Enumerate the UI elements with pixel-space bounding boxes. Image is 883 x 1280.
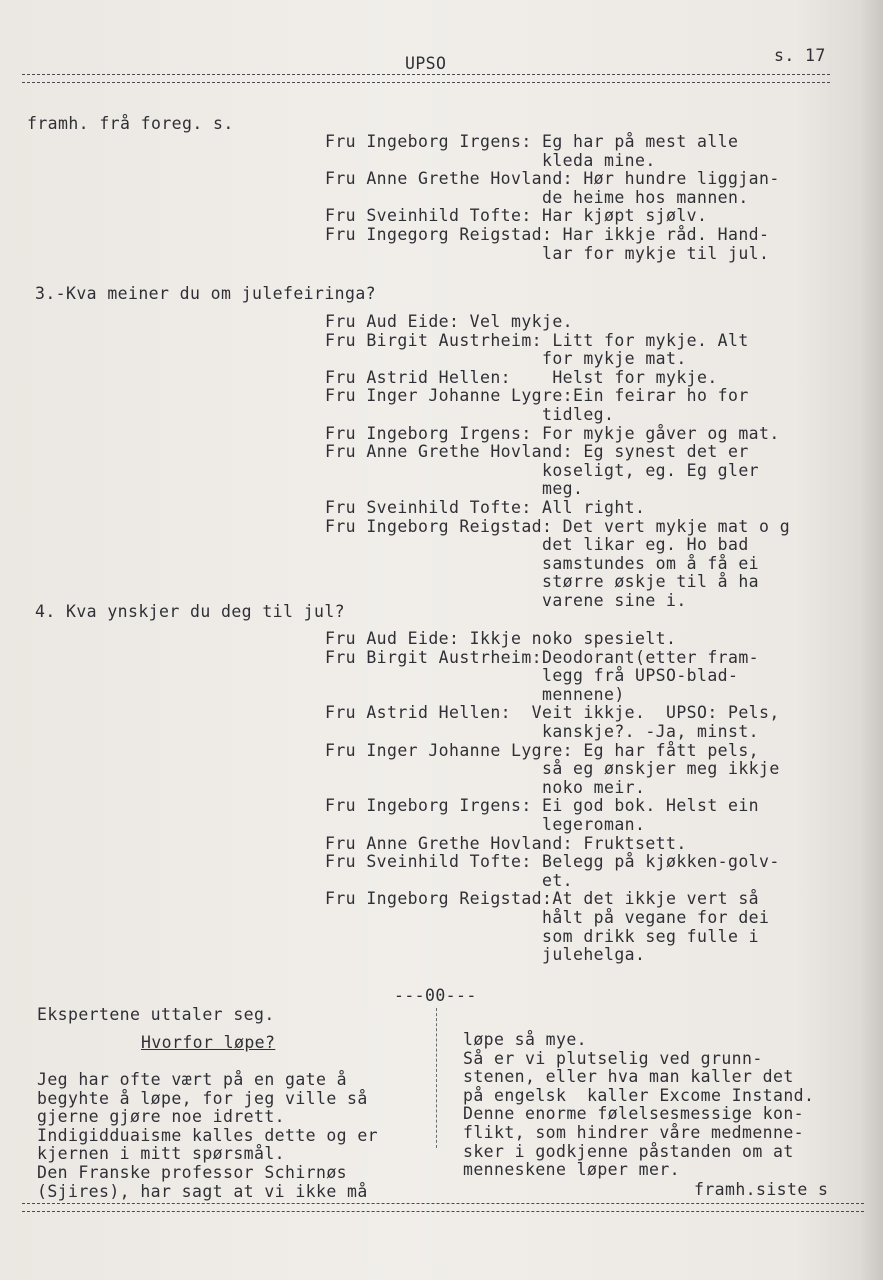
page-edge — [861, 0, 883, 1280]
separator: ---00--- — [394, 986, 477, 1005]
article-line: flikt, som hindrer våre medmenne- — [463, 1123, 805, 1142]
article-line: begyhte å løpe, for jeg ville så — [37, 1088, 368, 1108]
continued-from: framh. frå foreg. s. — [27, 114, 234, 133]
question-3: 3.-Kva meiner du om julefeiringa? — [35, 284, 377, 303]
article-line: Indigidduaisme kalles dette og er — [37, 1125, 379, 1145]
answer-line: samstundes om å få ei — [325, 553, 760, 573]
article-title: Hvorfor løpe? — [141, 1033, 276, 1052]
page-number: s. 17 — [774, 46, 826, 65]
answer-line: kleda mine. — [325, 150, 656, 170]
answer-line: Fru Anne Grethe Hovland: Hør hundre liggjan- — [325, 169, 780, 189]
answer-line: Fru Ingeborg Irgens: For mykje gåver og mat. — [325, 423, 780, 443]
answer-line: Fru Aud Eide: Ikkje noko spesielt. — [325, 629, 677, 648]
answer-line: koseligt, eg. Eg gler — [325, 460, 760, 480]
answer-line: Fru Aud Eide: Vel mykje. — [325, 312, 574, 331]
header-title: UPSO — [405, 54, 447, 73]
answer-line: Fru Anne Grethe Hovland: Fruktsett. — [325, 833, 687, 853]
answer-line: Fru Astrid Hellen: Helst for mykje. — [325, 367, 718, 387]
article-line: sker i godkjenne påstanden om at — [463, 1141, 794, 1161]
answer-line: lar for mykje til jul. — [325, 243, 770, 263]
answer-line: Fru Inger Johanne Lygre: Eg har fått pels, — [325, 740, 760, 760]
answer-line: Fru Ingeborg Irgens: Eg har på mest alle — [325, 132, 739, 151]
answer-line: noko meir. — [325, 777, 646, 797]
article-line: gjerne gjøre noe idrett. — [37, 1107, 286, 1127]
article-line: menneskene løper mer. — [463, 1160, 681, 1180]
header-rule — [22, 74, 830, 83]
answer-line: et. — [325, 870, 574, 890]
answer-line: for mykje mat. — [325, 349, 687, 369]
answer-line: så eg ønskjer meg ikkje — [325, 759, 780, 779]
answer-line: det likar eg. Ho bad — [325, 535, 749, 555]
article-line: (Sjires), har sagt at vi ikke må — [37, 1181, 368, 1201]
article-line: kjernen i mitt spørsmål. — [37, 1144, 286, 1164]
answer-line: legeroman. — [325, 815, 646, 834]
answer-line: større øskje til å ha — [325, 572, 760, 592]
answer-line: de heime hos mannen. — [325, 187, 749, 207]
answer-line: Fru Birgit Austrheim: Litt for mykje. Alt — [325, 330, 749, 350]
answer-line: Fru Astrid Hellen: Veit ikkje. UPSO: Pels, — [325, 703, 780, 723]
answer-line: Fru Inger Johanne Lygre:Ein feirar ho for — [325, 386, 749, 406]
answer-line: kanskje?. -Ja, minst. — [325, 722, 760, 741]
answer-line: Fru Ingeborg Reigstad:At det ikkje vert så — [325, 889, 760, 909]
column-divider — [436, 1008, 437, 1148]
answer-line: Fru Birgit Austrheim:Deodorant(etter fram- — [325, 647, 760, 667]
answer-line: mennene) — [325, 684, 625, 704]
answer-line: Fru Anne Grethe Hovland: Eg synest det er — [325, 442, 749, 462]
article-line: Den Franske professor Schirnøs — [37, 1163, 348, 1182]
answer-line: Fru Ingeborg Irgens: Ei god bok. Helst ein — [325, 796, 760, 816]
continued-to: framh.siste s — [694, 1180, 829, 1199]
question-4: 4. Kva ynskjer du deg til jul? — [35, 602, 346, 621]
answer-line: varene sine i. — [325, 591, 687, 610]
article-line: på engelsk kaller Excome Instand. — [463, 1085, 815, 1105]
article-line: Denne enorme følelsesmessige kon- — [463, 1104, 805, 1124]
answer-line: Fru Sveinhild Tofte: Har kjøpt sjølv. — [325, 206, 708, 226]
answer-line: hålt på vegane for dei — [325, 908, 770, 927]
answer-line: Fru Ingegorg Reigstad: Har ikkje råd. Hand- — [325, 225, 770, 244]
article-line: Jeg har ofte vært på en gate å — [37, 1070, 348, 1089]
article-line: løpe så mye. — [463, 1030, 588, 1049]
footer-rule — [22, 1203, 864, 1212]
article-line: stenen, eller hva man kaller det — [463, 1067, 794, 1087]
answer-line: Fru Sveinhild Tofte: All right. — [325, 498, 646, 517]
answer-line: tidleg. — [325, 405, 615, 424]
article-kicker: Ekspertene uttaler seg. — [37, 1005, 275, 1024]
answer-line: Fru Ingeborg Reigstad: Det vert mykje mat o g — [325, 516, 791, 536]
answer-line: meg. — [325, 479, 584, 499]
answer-line: legg frå UPSO-blad- — [325, 666, 739, 686]
answer-line: som drikk seg fulle i — [325, 926, 760, 946]
answer-line: julehelga. — [325, 945, 646, 965]
answer-line: Fru Sveinhild Tofte: Belegg på kjøkken-golv- — [325, 852, 780, 872]
article-line: Så er vi plutselig ved grunn- — [463, 1048, 763, 1068]
